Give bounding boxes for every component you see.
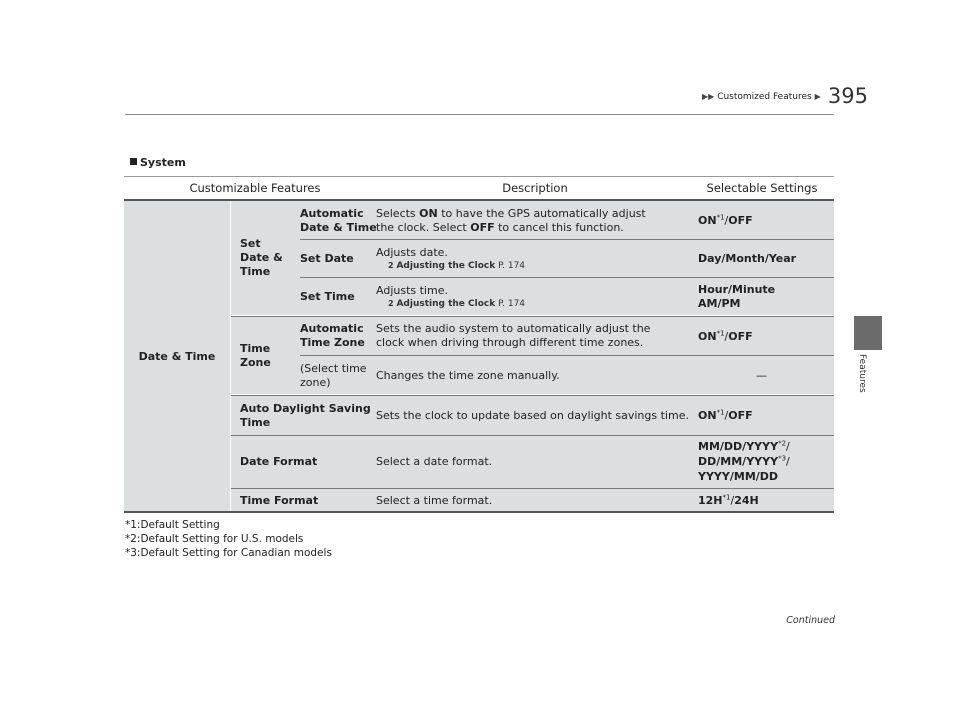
row-rule [231, 488, 834, 489]
desc-date-format: Select a date format. [376, 455, 493, 468]
settings-select-time-zone: — [756, 369, 767, 382]
feature-auto-daylight-saving: Auto Daylight Saving Time [240, 402, 371, 429]
row-rule [231, 316, 834, 317]
footnote-2: *2:Default Setting for U.S. models [125, 533, 304, 545]
chapter-tab[interactable] [854, 316, 882, 350]
desc-automatic-time-zone: Sets the audio system to automatically adjust the clock when driving through different time zones. [376, 322, 651, 349]
row-rule [300, 239, 834, 240]
subgroup-label-zone: Time Zone [240, 342, 271, 369]
settings-automatic-date-time: ON$^{*1}$/OFF [698, 213, 753, 227]
settings-set-date: Day/Month/Year [698, 252, 797, 265]
chapter-tab-label: Features [857, 354, 867, 393]
table-top-rule [124, 176, 834, 177]
row-rule [231, 435, 834, 436]
desc-set-time: Adjusts time. [376, 284, 448, 297]
feature-set-time: Set Time [300, 290, 355, 303]
feature-automatic-date-time: Automatic Date & Time [300, 207, 377, 234]
reference-arrow-icon: 2 [388, 299, 394, 308]
subgroup-label-set: Set Date & Time [240, 237, 283, 278]
continued-label: Continued [786, 615, 835, 626]
square-bullet-icon [130, 158, 137, 165]
row-rule [231, 395, 834, 396]
settings-automatic-time-zone: ON$^{*1}$/OFF [698, 329, 753, 343]
section-title [130, 156, 186, 169]
desc-select-time-zone: Changes the time zone manually. [376, 369, 560, 382]
group-label-date-time: Date & Time [138, 350, 216, 363]
settings-date-format: MM/DD/YYYY$^{*2}$/ DD/MM/YYYY$^{*3}$/ YYYY/MM/DD [698, 439, 790, 483]
reference-arrow-icon: 2 [388, 261, 394, 270]
desc-set-date: Adjusts date. [376, 246, 448, 259]
breadcrumb[interactable] [702, 92, 821, 102]
settings-time-format: $12H^{*1}/24H$ [698, 493, 759, 507]
header-rule [125, 114, 834, 115]
section-title-text: System [140, 156, 186, 169]
ref-link-adjusting-clock[interactable]: 2 Adjusting the Clock P. 174 [388, 261, 526, 271]
column-header-features: Customizable Features [189, 181, 321, 195]
footnote-1: *1:Default Setting [125, 519, 220, 531]
row-rule [300, 277, 834, 278]
feature-automatic-time-zone: Automatic Time Zone [300, 322, 365, 349]
column-header-description: Description [502, 181, 568, 195]
feature-select-time-zone: (Select time zone) [300, 362, 367, 389]
desc-time-format: Select a time format. [376, 494, 493, 507]
page-number: 395 [827, 84, 868, 108]
row-rule [300, 355, 834, 356]
feature-set-date: Set Date [300, 252, 354, 265]
footnote-3: *3:Default Setting for Canadian models [125, 547, 332, 559]
triangle-right-icon: ▶▶ [702, 92, 715, 101]
desc-automatic-date-time: Selects ON to have the GPS automatically adjust the clock. Select OFF to cancel this function. [376, 207, 646, 234]
settings-set-time-2: AM/PM [698, 297, 741, 310]
table-bottom-rule [124, 511, 834, 513]
feature-date-format: Date Format [240, 455, 318, 468]
settings-set-time-1: Hour/Minute [698, 283, 776, 296]
settings-auto-daylight-saving: ON$^{*1}$/OFF [698, 408, 753, 422]
ref-link-adjusting-clock[interactable]: 2 Adjusting the Clock P. 174 [388, 299, 526, 309]
breadcrumb-label: Customized Features [717, 92, 812, 102]
triangle-right-icon: ▶ [814, 92, 821, 101]
feature-time-format: Time Format [240, 494, 319, 507]
desc-auto-daylight-saving: Sets the clock to update based on daylight savings time. [376, 409, 689, 422]
column-header-settings: Selectable Settings [706, 181, 818, 195]
